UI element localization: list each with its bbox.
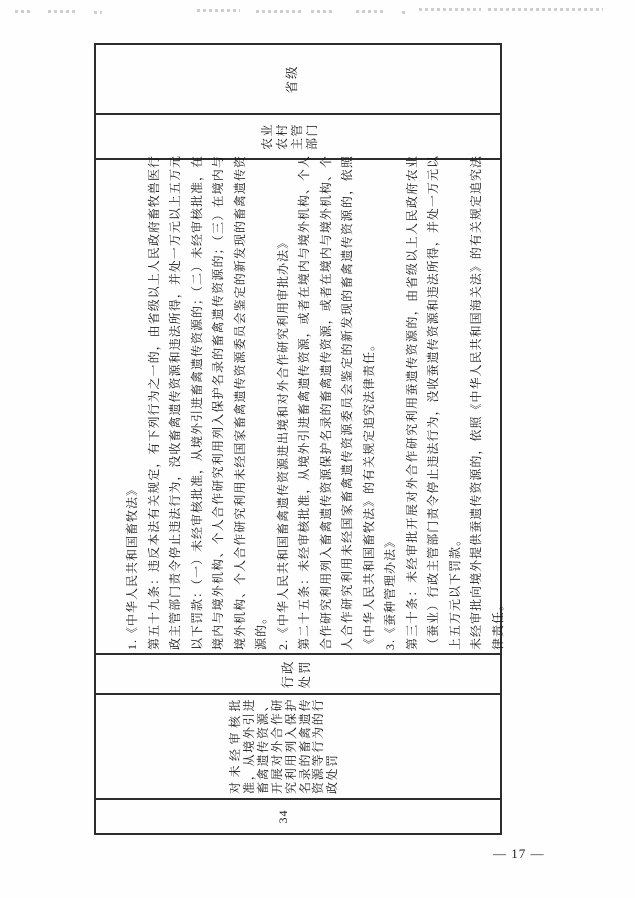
page-number: — 17 —	[493, 846, 545, 861]
cell-row-number	[96, 798, 500, 833]
row-number-value: 34	[276, 809, 290, 824]
scan-noise	[197, 9, 240, 12]
scan-noise	[94, 11, 102, 14]
powers-list-table	[94, 43, 505, 835]
cell-government-level	[96, 45, 500, 113]
scan-noise	[311, 10, 332, 13]
legal-basis-text: 1.《中华人民共和国畜牧法》 第五十九条：违反本法有关规定，有下列行为之一的，由省级以上人民政府畜牧兽医行政主管部门责令停止违法行为，没收畜禽遗传资源和违法所得，并处一万元以上五万元以下罚款：（一）未经审核批准，从境外引进畜禽遗传资源的；（二）未经审核批准，在境内与境外机构、个人合作研究利用列入保护名录的畜禽遗传资源的；（三）在境内与境外机构、个人合作研究利用未经国家畜禽遗传资源委员会鉴定的新发现的畜禽遗传资源的。 2.《中华人民共和国畜禽遗传资源进出境和对外合作研究利用审批办法》 第二十五条：未经审核批准，从境外引进畜禽遗传资源，或者在境内与境外机构、个人合作研究利用列入畜禽遗传资源保护名录的畜禽遗传资源，或者在境内与境外机构、个人合作研究利用未经国家畜禽遗传资源委员会鉴定的新发现的畜禽遗传资源的，依照《中华人民共和国畜牧法》的有关规定追究法律责任。 3.《蚕种管理办法》 第三十条：未经审批开展对外合作研究利用蚕遗传资源的，由省级以上人民政府农业（蚕业）行政主管部门责令停止违法行为，没收蚕遗传资源和违法所得，并处一万元以上五万元以下罚款。 未经审批向境外提供蚕遗传资源的，依照《中华人民共和国海关法》的有关规定追究法律责任。	[125, 154, 505, 650]
scan-noise	[256, 10, 302, 13]
cell-item-name	[96, 693, 500, 798]
rotated-table-region	[94, 43, 505, 835]
scan-noise	[15, 10, 31, 13]
cell-power-type	[96, 653, 500, 693]
scan-noise	[419, 8, 481, 11]
cell-legal-basis	[96, 154, 505, 653]
scan-noise	[488, 8, 603, 11]
scan-noise	[402, 11, 408, 14]
power-type-text: 行政处罚	[281, 659, 312, 689]
level-text: 省级	[285, 64, 299, 94]
item-name-text: 对未经审核批准，从境外引进畜禽遗传资源、开展对外合作研究利用列入保护名录的畜禽遗传资源等行为的行政处罚	[228, 698, 340, 794]
scan-noise	[356, 10, 385, 13]
department-text: 农业农村主管部门	[260, 123, 319, 151]
scan-noise	[48, 10, 78, 13]
cell-implementing-department	[96, 113, 500, 158]
